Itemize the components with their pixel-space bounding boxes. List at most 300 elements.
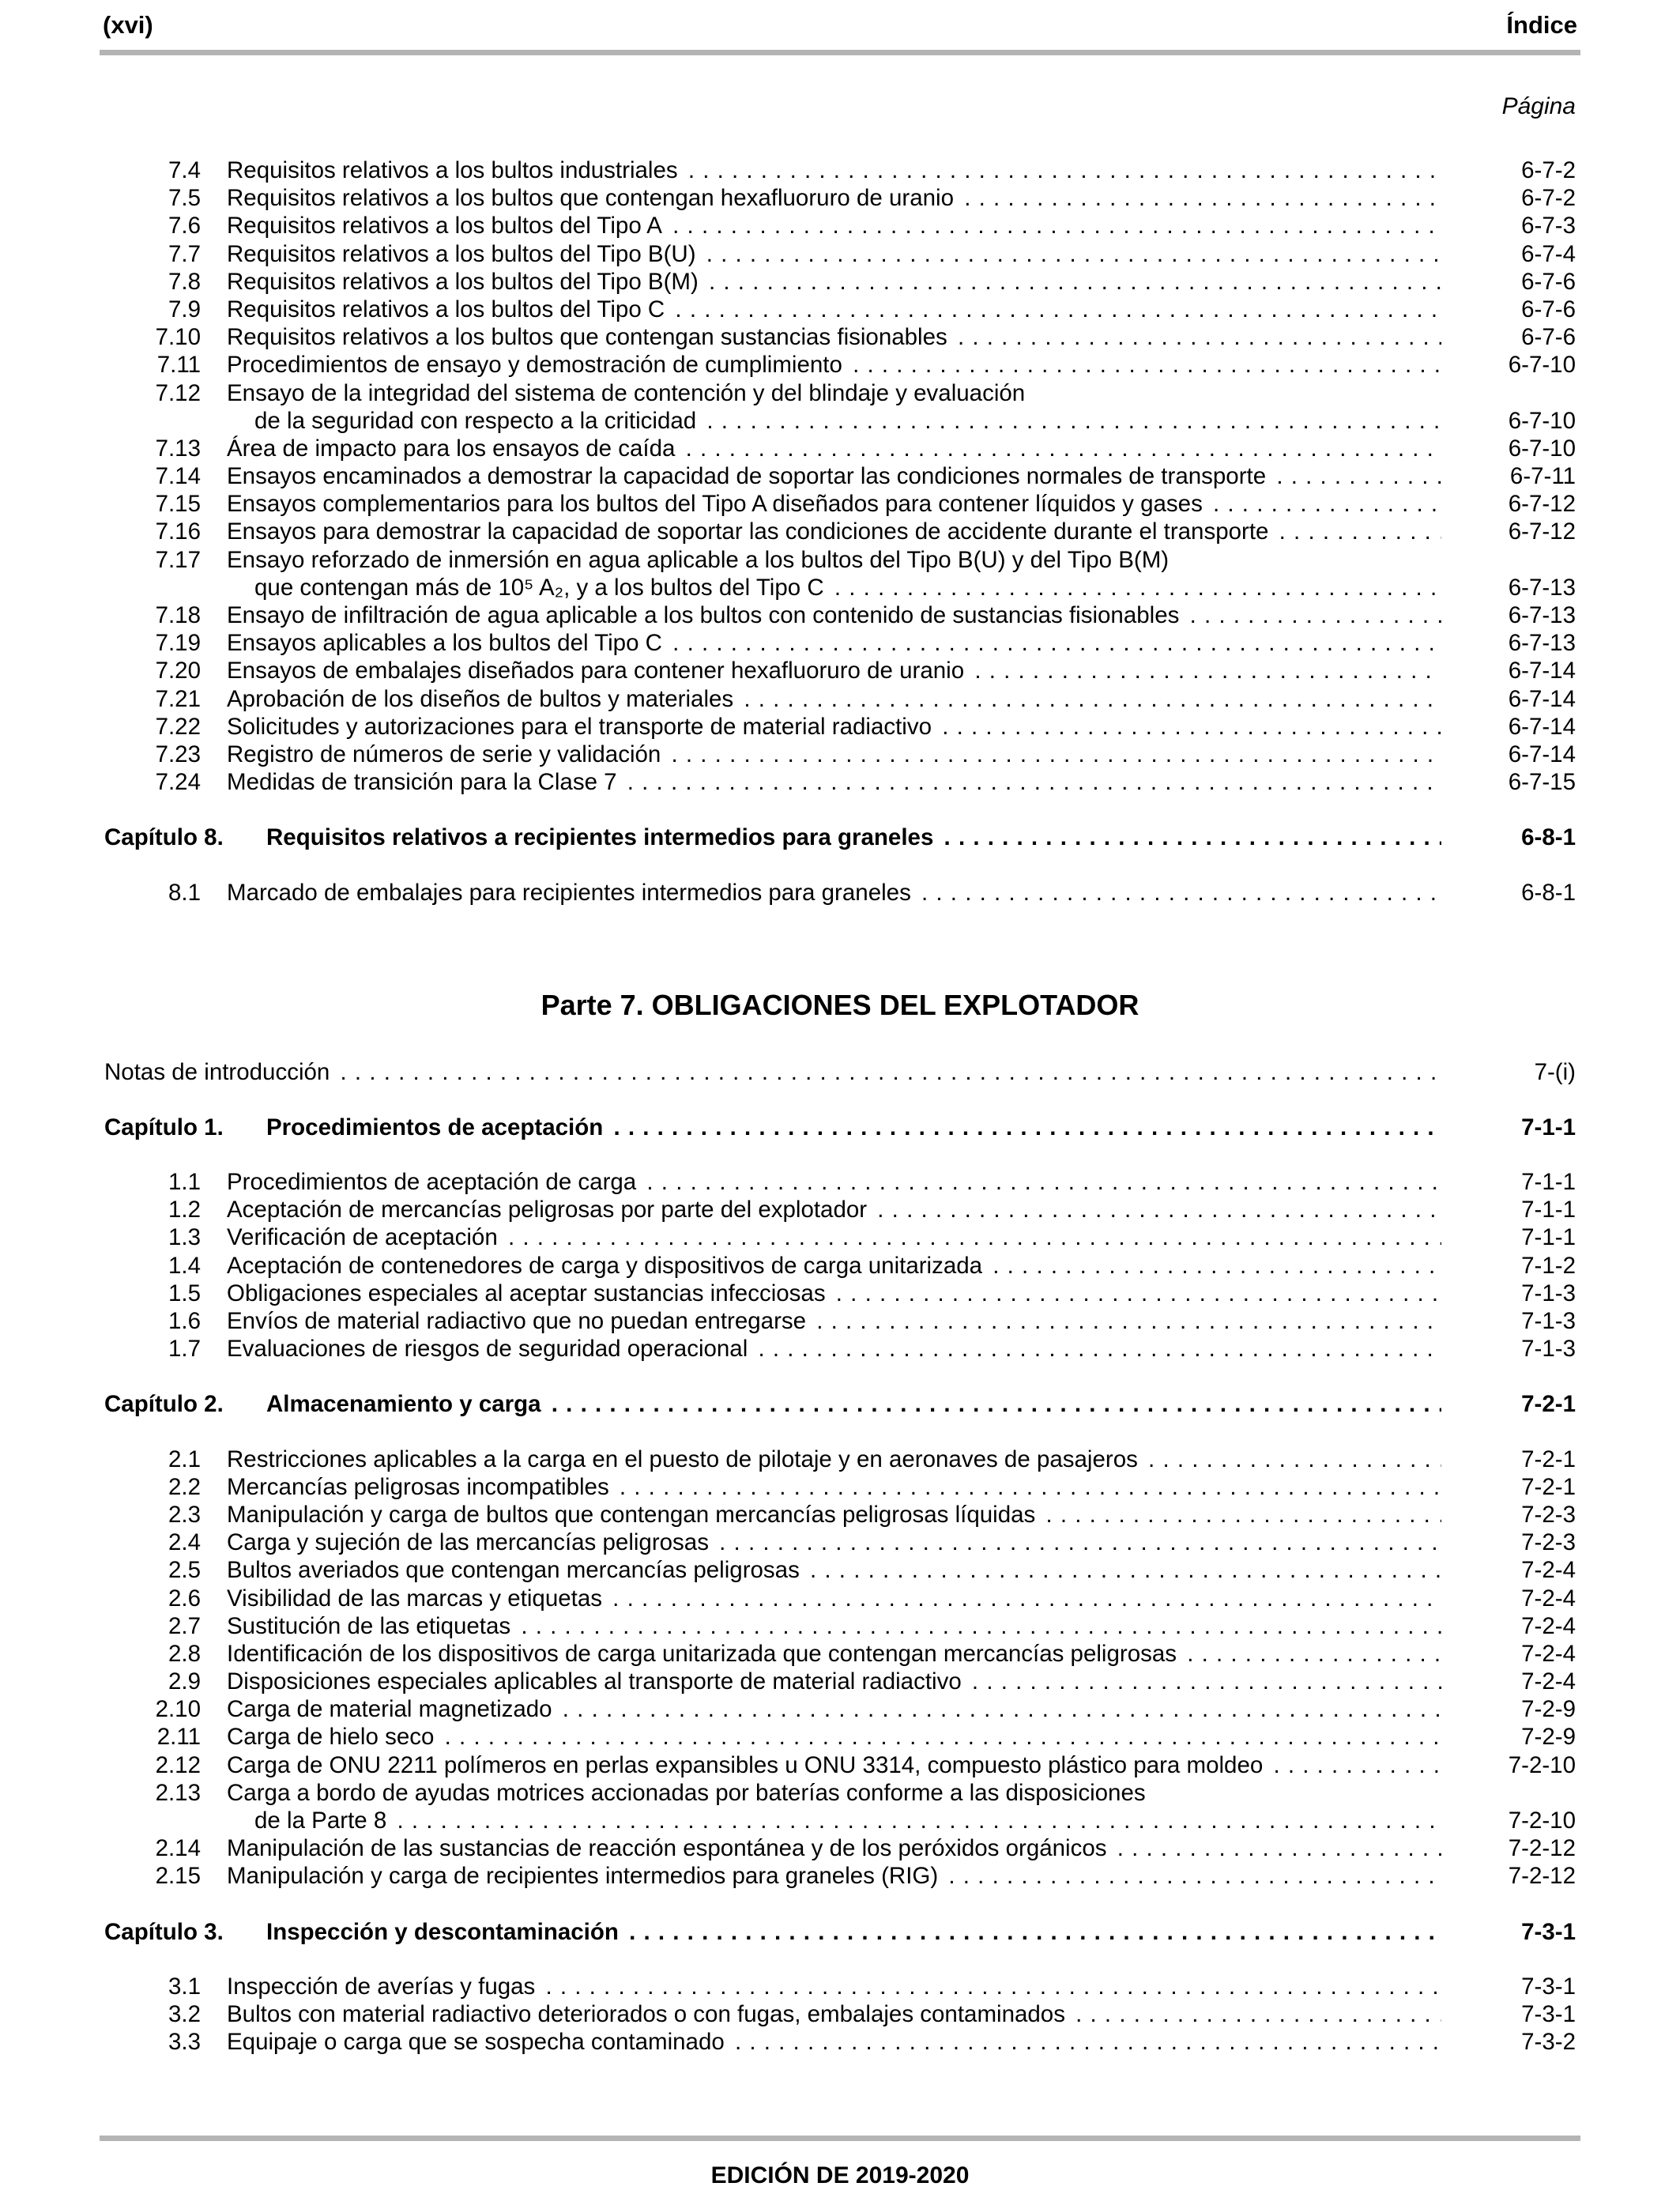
toc-entry[interactable] [104,1751,1576,1779]
entry-title-wrap [227,2028,1441,2056]
toc-entry[interactable] [104,156,1576,184]
entry-page: 6-7-12 [1508,491,1576,518]
entry-title: Equipaje o carga que se sospecha contaminado [227,2029,728,2055]
entry-title: Requisitos relativos a los bultos industriales [227,157,681,183]
toc-entry[interactable] [104,1307,1576,1335]
entry-title-wrap [227,156,1441,184]
entry-title-continuation: de la seguridad con respecto a la criticidad [254,408,699,434]
edition-footer: EDICIÓN DE 2019-2020 [710,2162,970,2188]
toc-entry[interactable] [104,1280,1576,1307]
chapter-title-wrap [104,1918,1441,1946]
toc-entry[interactable] [104,1252,1576,1280]
toc-entry-continuation[interactable] [104,574,1576,601]
entry-page: 7-2-1 [1521,1446,1576,1472]
entry-title-wrap [227,629,1441,657]
chapter-label: Capítulo 2. [104,1391,224,1418]
leader-dots [985,1253,1441,1279]
entry-title-wrap [227,546,1441,574]
leader-dots [728,2029,1441,2055]
leader-dots [437,1724,1441,1750]
entry-number: 1.3 [168,1224,201,1251]
entry-page: 6-7-14 [1508,658,1576,684]
entry-number: 2.15 [155,1863,201,1890]
leader-dots [639,1169,1441,1195]
entry-page: 7-2-4 [1521,1668,1576,1695]
entry-title: Restricciones aplicables a la carga en el puesto de pilotaje y en aeronaves de pasajeros [227,1446,1141,1472]
entry-title-wrap [227,1473,1441,1501]
entry-page: 6-7-13 [1508,630,1576,657]
spacer [104,1891,1576,1918]
entry-title-wrap [227,1973,1441,2000]
chapter-heading[interactable] [104,824,1576,851]
leader-dots [829,1280,1441,1306]
chapter-title [104,1919,622,1945]
leader-dots [751,1336,1441,1362]
entry-number: 2.5 [168,1557,201,1584]
entry-title: Aceptación de mercancías peligrosas por parte del explotador [227,1197,870,1223]
toc-entry[interactable] [104,629,1576,657]
toc-entry[interactable] [104,1196,1576,1223]
entry-number: 7.14 [155,463,201,490]
entry-title-wrap [254,1807,1441,1834]
entry-title: Procedimientos de aceptación de carga [227,1169,639,1195]
entry-title-wrap [104,1058,1441,1086]
leader-dots [914,880,1441,906]
entry-title-wrap [227,184,1441,212]
entry-page: 6-7-10 [1508,435,1576,462]
entry-title-wrap [227,435,1441,462]
leader-dots [606,1114,1441,1140]
entry-title-wrap [227,379,1441,407]
entry-title-wrap [227,713,1441,741]
chapter-name: Requisitos relativos a recipientes intermedios para graneles [266,824,934,851]
leader-dots [712,1529,1441,1555]
entry-page: 6-7-4 [1521,240,1576,267]
entry-page: 6-7-14 [1508,713,1576,740]
entry-number: 7.7 [168,240,201,267]
toc-entry[interactable] [104,268,1576,296]
toc-entry[interactable] [104,1640,1576,1668]
entry-title-wrap [227,1501,1441,1529]
entry-title-wrap [227,768,1441,796]
chapter-title-wrap [104,1114,1441,1141]
entry-number: 7.17 [155,546,201,573]
entry-page: 6-7-2 [1521,185,1576,212]
leader-dots [846,352,1441,378]
entry-number: 2.3 [168,1501,201,1528]
entry-title-wrap [227,1612,1441,1640]
leader-dots [1206,491,1441,517]
leader-dots [1068,2001,1441,2027]
entry-title-wrap [227,1335,1441,1363]
entry-page: 7-2-9 [1521,1724,1576,1751]
entry-title-wrap [227,1168,1441,1196]
entry-title-wrap [227,601,1441,629]
toc-entry[interactable] [104,351,1576,379]
entry-title: Ensayos encaminados a demostrar la capacidad de soportar las condiciones normales de transporte [227,463,1269,489]
entry-page: 7-2-4 [1521,1585,1576,1612]
entry-number: 2.6 [168,1585,201,1612]
entry-number: 2.10 [155,1696,201,1723]
page-header [100,6,1580,46]
entry-title-wrap [227,1446,1441,1473]
entry-title: Notas de introducción [104,1059,333,1085]
toc-entry[interactable] [104,379,1576,407]
chapter-name: Almacenamiento y carga [266,1391,541,1418]
entry-page: 7-1-1 [1521,1197,1576,1223]
entry-page: 6-7-13 [1508,574,1576,601]
entry-title: Verificación de aceptación [227,1224,501,1250]
entry-title: Obligaciones especiales al aceptar sustancias infecciosas [227,1280,829,1306]
entry-title: Manipulación y carga de bultos que contengan mercancías peligrosas líquidas [227,1502,1038,1528]
leader-dots [544,1391,1441,1417]
entry-title: Ensayos aplicables a los bultos del Tipo C [227,630,665,656]
entry-number: 2.2 [168,1473,201,1500]
entry-number: 1.4 [168,1252,201,1279]
toc-entry[interactable] [104,879,1576,907]
entry-title-wrap [227,351,1441,379]
chapter-title [104,1391,544,1417]
toc-entry-continuation[interactable] [104,407,1576,435]
entry-title: Ensayo reforzado de inmersión en agua aplicable a los bultos del Tipo B(U) y del Tipo B(M) [227,547,1172,573]
chapter-name: Inspección y descontaminación [266,1918,619,1945]
toc-entry[interactable] [104,1585,1576,1612]
entry-number: 7.5 [168,185,201,212]
leader-dots [678,435,1441,462]
leader-dots [803,1557,1441,1583]
toc-entry[interactable] [104,1501,1576,1529]
spacer [104,1086,1576,1114]
toc-entry[interactable] [104,1529,1576,1556]
leader-dots [699,408,1441,434]
spacer [104,796,1576,824]
entry-number: 2.1 [168,1446,201,1472]
chapter-label: Capítulo 8. [104,824,224,851]
entry-title: Carga y sujeción de las mercancías peligrosas [227,1529,712,1555]
toc-entry[interactable] [104,685,1576,713]
entry-title: Disposiciones especiales aplicables al transporte de material radiactivo [227,1668,965,1695]
entry-title-wrap [227,1529,1441,1556]
toc-entry[interactable] [104,1612,1576,1640]
chapter-title [104,824,936,850]
entry-page: 7-1-3 [1521,1280,1576,1306]
entry-title-wrap [227,1668,1441,1695]
leader-dots [809,1308,1441,1334]
leader-dots [538,1973,1441,2000]
toc-entry[interactable] [104,1779,1576,1807]
chapter-page: 6-8-1 [1521,824,1576,851]
entry-number: 1.6 [168,1308,201,1334]
entry-number: 1.5 [168,1280,201,1306]
entry-page: 7-2-12 [1508,1835,1576,1862]
entry-number: 1.7 [168,1336,201,1363]
toc-entry[interactable] [104,1473,1576,1501]
entry-title: Ensayo de la integridad del sistema de contención y del blindaje y evaluación [227,380,1028,406]
entry-number: 2.9 [168,1668,201,1695]
leader-dots [665,630,1441,656]
entry-title-wrap [254,407,1441,435]
entry-title-wrap [227,1585,1441,1612]
entry-title: Ensayos complementarios para los bultos del Tipo A diseñados para contener líquidos y gases [227,491,1206,517]
toc-entry[interactable] [104,768,1576,796]
entry-title-wrap [227,240,1441,268]
toc-entry[interactable] [104,546,1576,574]
toc-entry-continuation[interactable] [104,1807,1576,1834]
toc-entry[interactable] [104,435,1576,462]
entry-number: 2.12 [155,1751,201,1778]
toc-entry[interactable] [104,2028,1576,2056]
entry-title: Sustitución de las etiquetas [227,1613,514,1639]
toc-entry[interactable] [104,1168,1576,1196]
entry-page: 7-(i) [1534,1058,1576,1085]
entry-page: 7-1-1 [1521,1224,1576,1251]
chapter-page: 7-3-1 [1521,1918,1576,1945]
entry-page: 6-7-14 [1508,685,1576,712]
entry-number: 2.13 [155,1779,201,1806]
spacer [104,1946,1576,1973]
leader-dots [1182,602,1441,628]
chapter-title-wrap [104,824,1441,851]
entry-title: Carga a bordo de ayudas motrices accionadas por baterías conforme a las disposiciones [227,1780,1149,1806]
entry-title-continuation: de la Parte 8 [254,1808,390,1834]
spacer [104,1141,1576,1168]
toc-entry[interactable] [104,490,1576,518]
entry-number: 1.1 [168,1169,201,1196]
leader-dots [1180,1641,1441,1667]
header-rule [100,50,1580,55]
entry-title-wrap [227,657,1441,684]
entry-page: 6-7-10 [1508,352,1576,379]
entry-title: Carga de material magnetizado [227,1696,556,1722]
leader-dots [951,324,1441,350]
entry-number: 7.11 [156,352,201,379]
leader-dots [664,741,1441,767]
entry-title-wrap [227,1280,1441,1307]
entry-title-wrap [227,323,1441,351]
entry-title-wrap [227,1196,1441,1223]
leader-dots [390,1808,1441,1834]
entry-title-wrap [227,1723,1441,1751]
entry-title-wrap [227,2000,1441,2028]
leader-dots [702,269,1441,295]
leader-dots [605,1585,1441,1612]
entry-title: Visibilidad de las marcas y etiquetas [227,1585,605,1612]
entry-page: 7-1-1 [1521,1169,1576,1196]
entry-page: 6-7-6 [1521,296,1576,322]
entry-number: 3.1 [168,1973,201,2000]
chapter-heading[interactable] [104,1918,1576,1946]
entry-title-wrap [227,1640,1441,1668]
toc-entry[interactable] [104,1862,1576,1890]
leader-dots [612,1474,1441,1500]
leader-dots [1038,1502,1441,1528]
entry-page: 7-3-1 [1521,2000,1576,2027]
entry-number: 7.12 [155,379,201,406]
entry-title: Ensayos para demostrar la capacidad de soportar las condiciones de accidente durante el transporte [227,518,1271,545]
toc-entry[interactable] [104,212,1576,239]
leader-dots [1271,518,1441,545]
entry-page: 7-2-1 [1521,1473,1576,1500]
toc-entry[interactable] [104,1695,1576,1723]
leader-dots [1269,463,1441,489]
leader-dots [556,1696,1441,1722]
toc-entry[interactable] [104,601,1576,629]
entry-number: 7.21 [155,685,201,712]
entry-number: 1.2 [168,1197,201,1223]
entry-number: 7.24 [155,769,201,796]
leader-dots [965,1668,1441,1695]
entry-title-wrap [227,879,1441,907]
leader-dots [870,1197,1441,1223]
chapter-title [104,1114,606,1140]
entry-page: 6-7-11 [1509,463,1576,490]
entry-page: 6-7-15 [1508,769,1576,796]
spacer [104,907,1576,986]
toc-entry[interactable] [104,462,1576,490]
entry-title: Bultos averiados que contengan mercancías peligrosas [227,1557,803,1583]
entry-page: 7-2-9 [1521,1696,1576,1723]
spacer [104,1419,1576,1446]
entry-number: 3.3 [168,2029,201,2056]
toc-entry[interactable] [104,1335,1576,1363]
leader-dots [935,714,1441,740]
chapter-heading[interactable] [104,1114,1576,1141]
entry-title: Requisitos relativos a los bultos que contengan sustancias fisionables [227,324,951,350]
entry-title-wrap [227,296,1441,323]
entry-title: Requisitos relativos a los bultos del Tipo A [227,213,665,239]
entry-number: 7.4 [168,157,201,183]
leader-dots [622,1919,1441,1945]
entry-page: 7-2-3 [1521,1501,1576,1528]
entry-title: Ensayo de infiltración de agua aplicable a los bultos con contenido de sustancias fisionables [227,602,1182,628]
entry-number: 7.16 [155,518,201,545]
entry-title: Área de impacto para los ensayos de caída [227,435,678,462]
toc-entry[interactable] [104,713,1576,741]
entry-page: 6-7-6 [1521,324,1576,351]
entry-title-wrap [227,1751,1441,1779]
toc-entry[interactable] [104,518,1576,545]
toc-entry[interactable] [104,1446,1576,1473]
toc-entry[interactable] [104,1668,1576,1695]
leader-dots [941,1863,1441,1889]
entry-title-wrap [227,1556,1441,1584]
entry-title: Manipulación y carga de recipientes intermedios para graneles (RIG) [227,1863,941,1889]
entry-number: 7.10 [155,324,201,351]
leader-dots [501,1224,1441,1250]
toc-entry[interactable] [104,323,1576,351]
chapter-heading[interactable] [104,1390,1576,1418]
entry-title-wrap [227,518,1441,545]
entry-title-wrap [227,741,1441,768]
page-column-label: Página [1501,93,1576,119]
toc-entry[interactable] [104,1556,1576,1584]
toc-entry[interactable] [104,296,1576,323]
entry-title-wrap [227,490,1441,518]
entry-page: 6-7-6 [1521,268,1576,295]
leader-dots [699,241,1441,267]
entry-number: 2.7 [168,1612,201,1639]
footer-rule [100,2136,1580,2141]
entry-title: Envíos de material radiactivo que no puedan entregarse [227,1308,809,1334]
entry-number: 7.15 [155,491,201,518]
leader-dots [736,686,1441,712]
entry-number: 3.2 [168,2000,201,2027]
chapter-page: 7-1-1 [1521,1114,1576,1140]
entry-title: Identificación de los dispositivos de carga unitarizada que contengan mercancías peligrosas [227,1641,1180,1667]
entry-page: 6-7-14 [1508,741,1576,767]
entry-title: Requisitos relativos a los bultos del Tipo C [227,296,668,322]
chapter-label: Capítulo 3. [104,1918,224,1945]
leader-dots [967,658,1441,684]
entry-title-wrap [227,1223,1441,1251]
entry-page: 7-1-2 [1521,1252,1576,1279]
entry-title-continuation: que contengan más de 10⁵ A₂, y a los bultos del Tipo C [254,575,827,601]
entry-number: 7.6 [168,213,201,239]
entry-title: Marcado de embalajes para recipientes intermedios para graneles [227,880,914,906]
entry-title-wrap [227,1695,1441,1723]
toc-entry[interactable] [104,2000,1576,2028]
leader-dots [514,1613,1441,1639]
toc-entry[interactable] [104,1973,1576,2000]
entry-number: 2.4 [168,1529,201,1556]
entry-title-wrap [227,685,1441,713]
entry-page: 6-7-12 [1508,518,1576,545]
entry-title-wrap [254,574,1441,601]
table-of-contents [104,156,1576,2056]
entry-title: Evaluaciones de riesgos de seguridad operacional [227,1336,751,1362]
toc-entry[interactable] [104,1058,1576,1086]
toc-entry[interactable] [104,657,1576,684]
toc-entry[interactable] [104,741,1576,768]
entry-title: Aprobación de los diseños de bultos y materiales [227,686,736,712]
entry-title: Carga de ONU 2211 polímeros en perlas expansibles u ONU 3314, compuesto plástico para moldeo [227,1752,1266,1778]
entry-number: 7.19 [155,630,201,657]
entry-title-wrap [227,462,1441,490]
entry-page: 7-3-2 [1521,2029,1576,2056]
entry-title: Procedimientos de ensayo y demostración de cumplimiento [227,352,846,378]
entry-page: 7-2-4 [1521,1612,1576,1639]
entry-title-wrap [227,1862,1441,1890]
toc-entry[interactable] [104,1223,1576,1251]
toc-entry[interactable] [104,1834,1576,1862]
entry-number: 2.14 [155,1835,201,1862]
entry-page: 7-3-1 [1521,1973,1576,2000]
part-title: Parte 7. OBLIGACIONES DEL EXPLOTADOR [541,988,1139,1021]
entry-title: Inspección de averías y fugas [227,1973,538,2000]
entry-page: 7-2-4 [1521,1557,1576,1584]
entry-number: 7.23 [155,741,201,767]
entry-title-wrap [227,212,1441,239]
entry-number: 7.13 [155,435,201,462]
entry-title: Manipulación de las sustancias de reacción espontánea y de los peróxidos orgánicos [227,1835,1110,1861]
entry-number: 7.9 [168,296,201,322]
entry-page: 6-7-13 [1508,602,1576,628]
toc-entry[interactable] [104,240,1576,268]
entry-page: 7-2-10 [1508,1808,1576,1834]
chapter-page: 7-2-1 [1521,1391,1576,1418]
entry-title-wrap [227,1834,1441,1862]
leader-dots [1141,1446,1441,1472]
leader-dots [1266,1752,1441,1778]
entry-number: 7.20 [155,658,201,684]
toc-entry[interactable] [104,1723,1576,1751]
entry-title: Carga de hielo seco [227,1724,437,1750]
leader-dots [665,213,1441,239]
toc-entry[interactable] [104,184,1576,212]
entry-page: 7-2-10 [1508,1751,1576,1778]
entry-number: 7.22 [155,713,201,740]
chapter-name: Procedimientos de aceptación [266,1114,604,1140]
